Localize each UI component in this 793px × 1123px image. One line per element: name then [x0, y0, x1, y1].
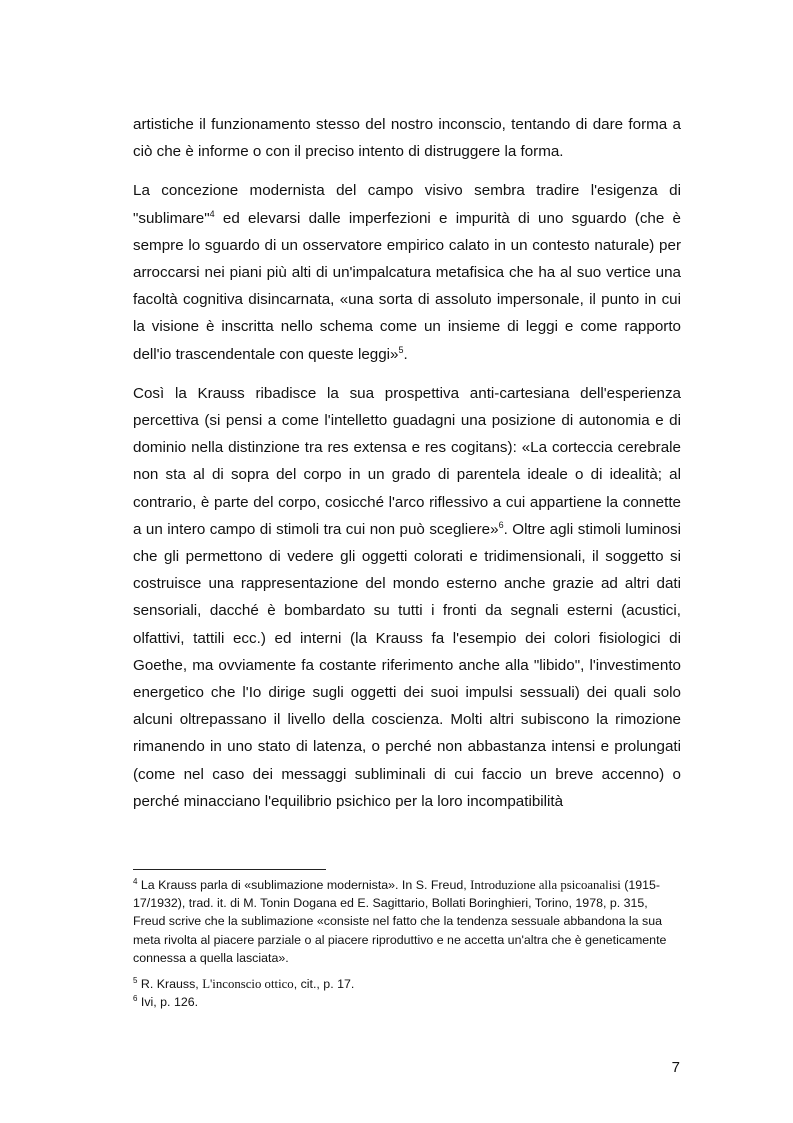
paragraph	[133, 177, 681, 367]
paragraph-text: La concezione modernista del campo visivo sembra tradire l'esigenza di "sublimare"	[133, 182, 681, 227]
page-number: 7	[671, 1059, 680, 1076]
paragraph-text: ed elevarsi dalle imperfezioni e impurità di uno sguardo (che è sempre lo sguardo di un osservatore empirico calato in un contesto naturale) per arroccarsi nei piani più alti di un'impalcatura metafisica che ha al suo vertice una facoltà cognitiva disincarnata, «una sorta di assoluto impersonale, il punto in cui la visione è inscritta nello schema come un insieme di leggi e come rapporto dell'io trascendentale con queste leggi»	[133, 209, 681, 363]
footnote-number: 6	[133, 994, 138, 1004]
footnote-ref: 6	[498, 519, 504, 530]
footnote	[133, 876, 681, 967]
footnote-text: Ivi, p. 126.	[137, 995, 199, 1010]
footnote-text: R. Krauss,	[137, 977, 203, 992]
paragraph-text: . Oltre agli stimoli luminosi che gli permettono di vedere gli oggetti colorati e tridimensionali, il soggetto si costruisce una rappresentazione del mondo esterno anche grazie ad altri dati sensoriali, dacché è bombardato su tutti i fronti da segnali esterni (acustici, olfattivi, tattili ecc.) ed interni (la Krauss fa l'esempio dei colori fisiologici di Goethe, ma ovviamente fa costante riferimento anche alla "libido", l'investimento energetico che l'Io dirige sugli oggetti dei suoi impulsi sessuali) dei quali solo alcuni oltrepassano il livello della coscienza. Molti altri subiscono la rimozione rimanendo in uno stato di latenza, o perché non abbastanza intensi e prolungati (come nel caso dei messaggi subliminali di cui faccio un breve accenno) o perché minacciano l'equilibrio psichico per la loro incompatibilità	[133, 520, 681, 810]
footnote-ref: 4	[209, 208, 215, 219]
footnote-text: (1915-17/1932), trad. it. di M. Tonin Dogana ed E. Sagittario, Bollati Boringhieri, Torino, 1978, p. 315, Freud scrive che la sublimazione «consiste nel fatto che la tendenza sessuale abbandona la sua meta rivolta al piacere parziale o al piacere riproduttivo e ne accetta un'altra che è geneticamente connessa a quella lasciata».	[133, 878, 667, 965]
paragraph-text: Così la Krauss ribadisce la sua prospettiva anti-cartesiana dell'esperienza percettiva (si pensi a come l'intelletto guadagni una posizione di autonomia e di dominio nella distinzione tra res extensa e res cogitans): «La corteccia cerebrale non sta al di sopra del corpo in un grado di parentela ideale o di idealità; al contrario, è parte del corpo, cosicché l'arco riflessivo a cui appartiene la connette a un intero campo di stimoli tra cui non può scegliere»	[133, 384, 681, 538]
paragraph	[133, 111, 681, 165]
footnote-book-title: Introduzione alla psicoanalisi	[470, 878, 621, 892]
body-text	[133, 111, 681, 827]
footnote	[133, 975, 681, 993]
footnote-separator	[133, 869, 326, 870]
footnote-text: La Krauss parla di «sublimazione modernista». In S. Freud,	[137, 878, 471, 892]
footnote-ref: 5	[398, 344, 404, 355]
footnote-text: , cit., p. 17.	[293, 977, 355, 992]
paragraph-text: .	[403, 345, 408, 363]
footnote-number: 5	[133, 975, 138, 985]
footnotes	[133, 876, 681, 1011]
footnote-number: 4	[133, 876, 138, 886]
paragraph-text: artistiche il funzionamento stesso del nostro inconscio, tentando di dare forma a ciò che è informe o con il preciso intento di distruggere la forma.	[133, 116, 681, 161]
paragraph	[133, 380, 681, 815]
footnote-book-title: L'inconscio ottico	[202, 977, 294, 992]
footnote	[133, 993, 681, 1011]
